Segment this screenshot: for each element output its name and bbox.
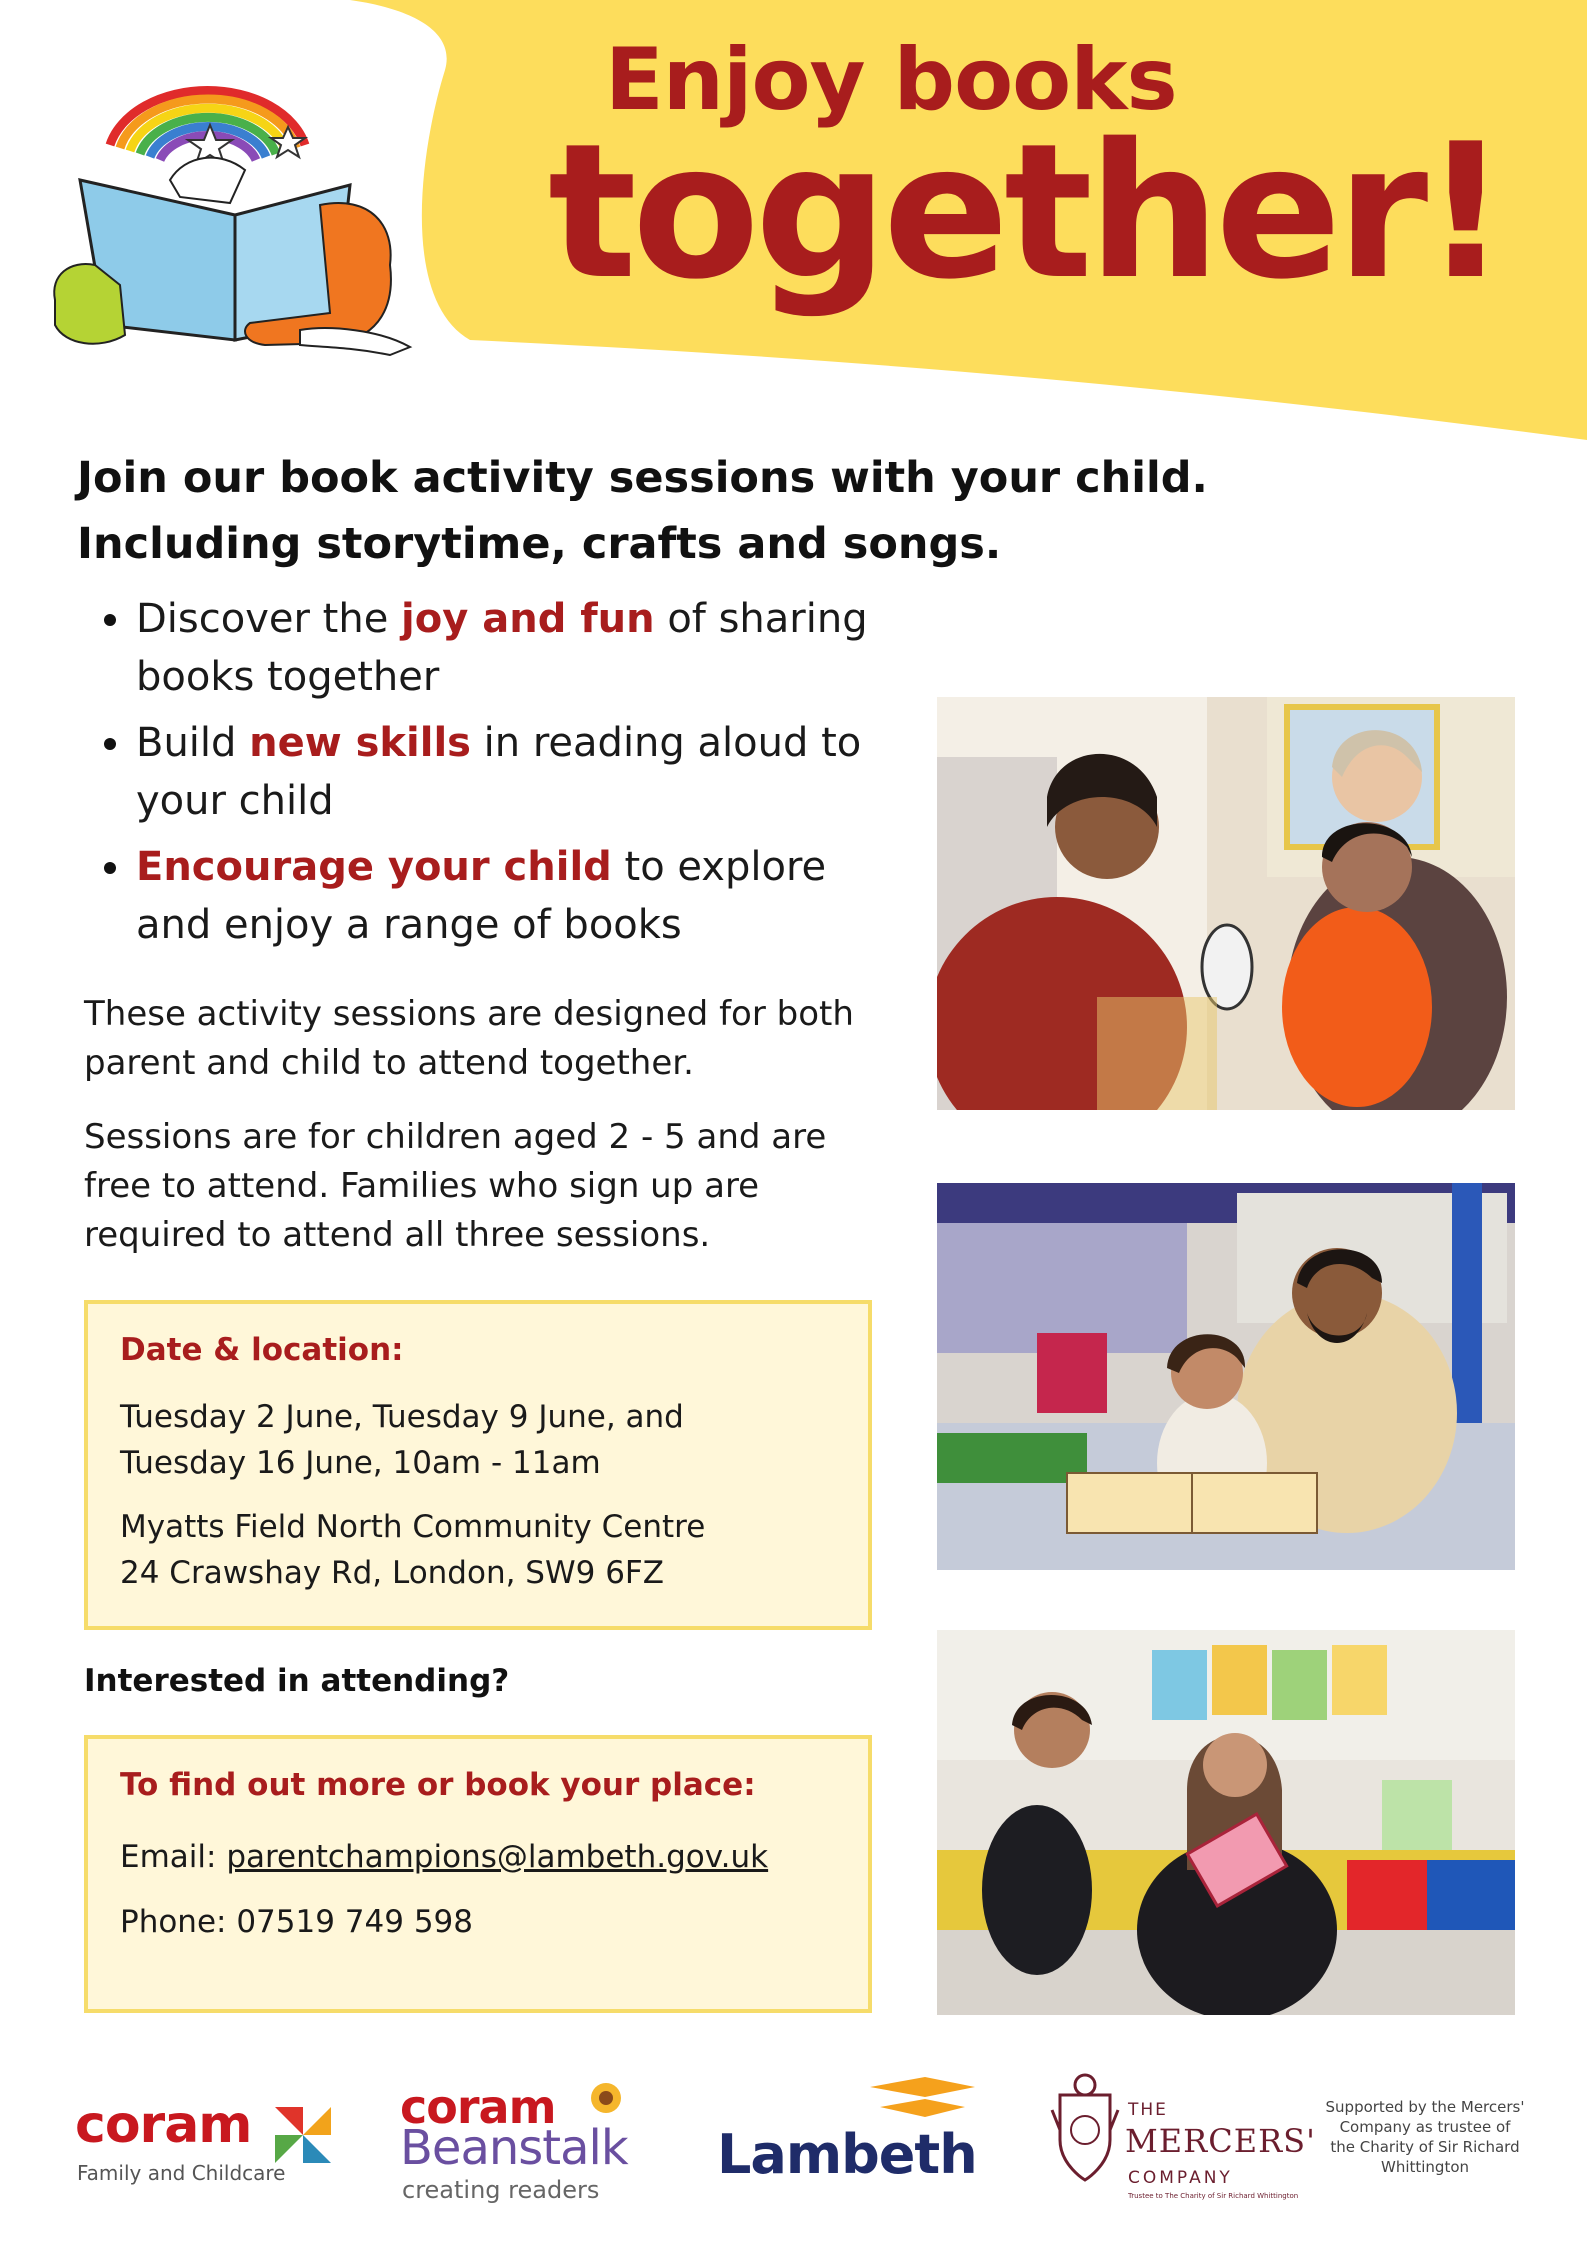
pinwheel-icon — [275, 2107, 331, 2163]
session-dates-line-1: Tuesday 2 June, Tuesday 9 June, and — [120, 1399, 684, 1435]
intro-text: Join our book activity sessions with your child. Including storytime, crafts and songs. — [77, 453, 1208, 569]
list-item: Encourage your child to explore and enjoy a range of books — [100, 838, 890, 954]
reading-children-illustration — [50, 85, 420, 380]
contact-box — [84, 1735, 872, 2013]
venue-name: Myatts Field North Community Centre — [120, 1509, 706, 1545]
photo-family-reading-3 — [937, 1630, 1515, 2015]
support-statement: Supported by the Mercers' Company as trustee of the Charity of Sir Richard Whittington — [1325, 2098, 1525, 2176]
benefits-list — [100, 590, 890, 962]
mercers-crest-icon — [1050, 2070, 1120, 2195]
photo-family-reading-2 — [937, 1183, 1515, 1570]
list-item: Build new skills in reading aloud to your child — [100, 714, 890, 830]
lambeth-logo: Lambeth — [715, 2075, 985, 2205]
interested-heading: Interested in attending? — [84, 1663, 510, 1699]
title-line-1: Enjoy books — [605, 30, 1177, 130]
title-line-2: together! — [548, 103, 1504, 320]
highlight-text: new skills — [249, 720, 471, 766]
contact-heading: To find out more or book your place: — [120, 1767, 756, 1803]
lambeth-chevrons-icon — [865, 2077, 975, 2122]
date-location-heading: Date & location: — [120, 1332, 404, 1368]
date-location-box — [84, 1300, 872, 1630]
highlight-text: joy and fun — [401, 596, 655, 642]
photo-family-reading-1 — [937, 697, 1515, 1110]
session-dates-line-2: Tuesday 16 June, 10am - 11am — [120, 1445, 601, 1481]
sessions-description: These activity sessions are designed for both parent and child to attend together. — [84, 994, 854, 1083]
email-link[interactable]: parentchampions@lambeth.gov.uk — [226, 1839, 769, 1875]
sunflower-icon — [588, 2080, 624, 2116]
list-item: Discover the joy and fun of sharing books together — [100, 590, 890, 706]
highlight-text: Encourage your child — [136, 844, 612, 890]
eligibility-description: Sessions are for children aged 2 - 5 and are free to attend. Families who sign up are required to attend all three sessions. — [84, 1117, 827, 1255]
phone-line: Phone: 07519 749 598 — [120, 1904, 473, 1940]
coram-beanstalk-logo: coram Beanstalk creating readers — [400, 2080, 628, 2204]
email-line: Email: parentchampions@lambeth.gov.uk — [120, 1839, 769, 1875]
venue-address: 24 Crawshay Rd, London, SW9 6FZ — [120, 1555, 664, 1591]
mercers-company-logo: THE MERCERS' COMPANY Trustee to The Charity of Sir Richard Whittington — [1050, 2070, 1310, 2220]
coram-family-childcare-logo: coram Family and Childcare — [75, 2095, 355, 2205]
